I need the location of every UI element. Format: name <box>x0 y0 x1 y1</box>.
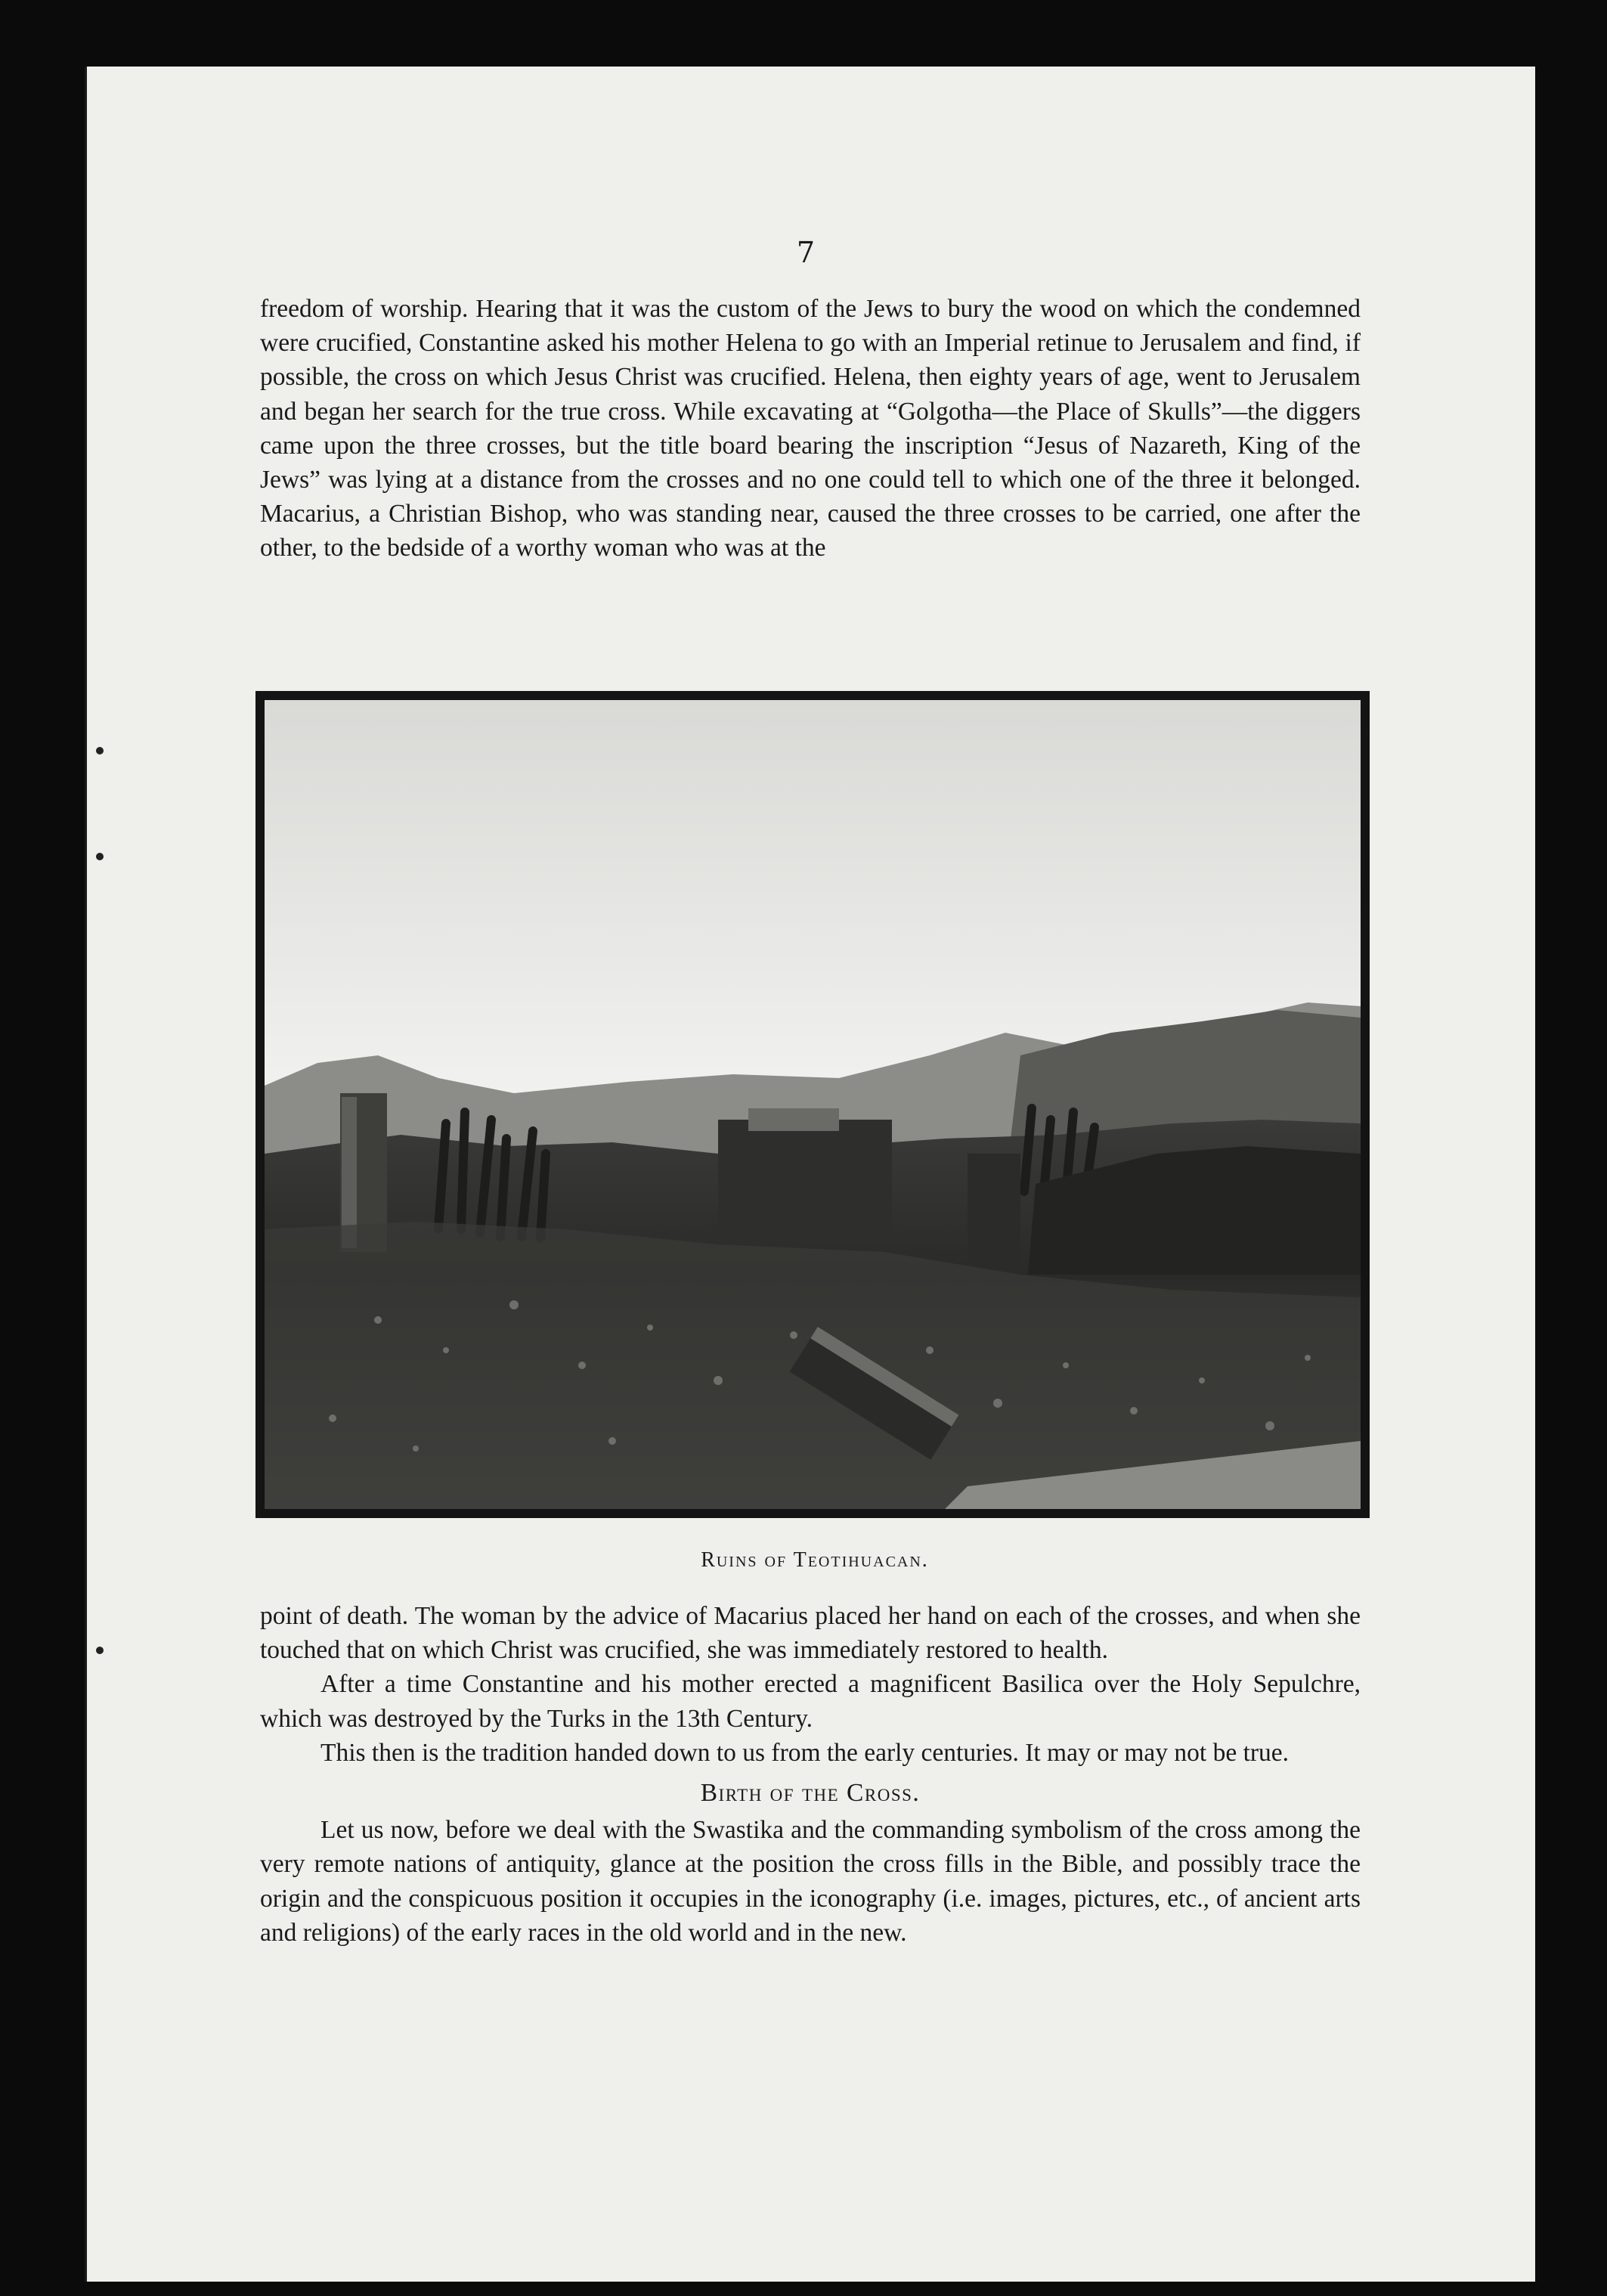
paragraph: After a time Constantine and his mother erected a magnificent Basilica over the Holy Sepulchre, which was destroyed by the Turks in the 13th Century. <box>260 1670 1361 1733</box>
paragraph: This then is the tradition handed down to us from the early centuries. It may or may not be true. <box>320 1738 1290 1767</box>
binding-stitch-mark <box>96 853 104 860</box>
figure-caption: Ruins of Teotihuacan. <box>701 1548 929 1572</box>
binding-stitch-mark <box>96 1647 104 1654</box>
body-text-top <box>260 292 1361 565</box>
paragraph: Let us now, before we deal with the Swastika and the commanding symbolism of the cross among the very remote nations of antiquity, glance at the position the cross fills in the Bible, and possibly trace the origin and the conspicuous position it occupies in the iconography (i.e. images, pictures, etc., of ancient arts and religions) of the early races in the old world and in the new. <box>260 1816 1361 1947</box>
paragraph: freedom of worship. Hearing that it was the custom of the Jews to bury the wood on which the condemned were crucified, Constantine asked his mother Helena to go with an Imperial retinue to Jerusalem and find, if possible, the cross on which Jesus Christ was crucified. Helena, then eighty years of age, went to Jerusalem and began her search for the true cross. While excavating at “Golgotha—the Place of Skulls”—the diggers came upon the three crosses, but the title board bearing the inscription “Jesus of Nazareth, King of the Jews” was lying at a distance from the crosses and no one could tell to which one of the three it belonged. Macarius, a Christian Bishop, who was standing near, caused the three crosses to be carried, one after the other, to the bedside of a worthy woman who was at the <box>260 295 1361 562</box>
binding-stitch-mark <box>96 747 104 754</box>
photograph-image <box>265 700 1361 1509</box>
page-number: 7 <box>796 236 816 269</box>
paragraph: point of death. The woman by the advice of Macarius placed her hand on each of the crosses, and when she touched that on which Christ was crucified, she was immediately restored to health. <box>260 1602 1361 1665</box>
body-text-bottom <box>260 1599 1361 1950</box>
photograph-ruins <box>255 691 1370 1518</box>
section-heading: Birth of the Cross. <box>700 1779 921 1808</box>
